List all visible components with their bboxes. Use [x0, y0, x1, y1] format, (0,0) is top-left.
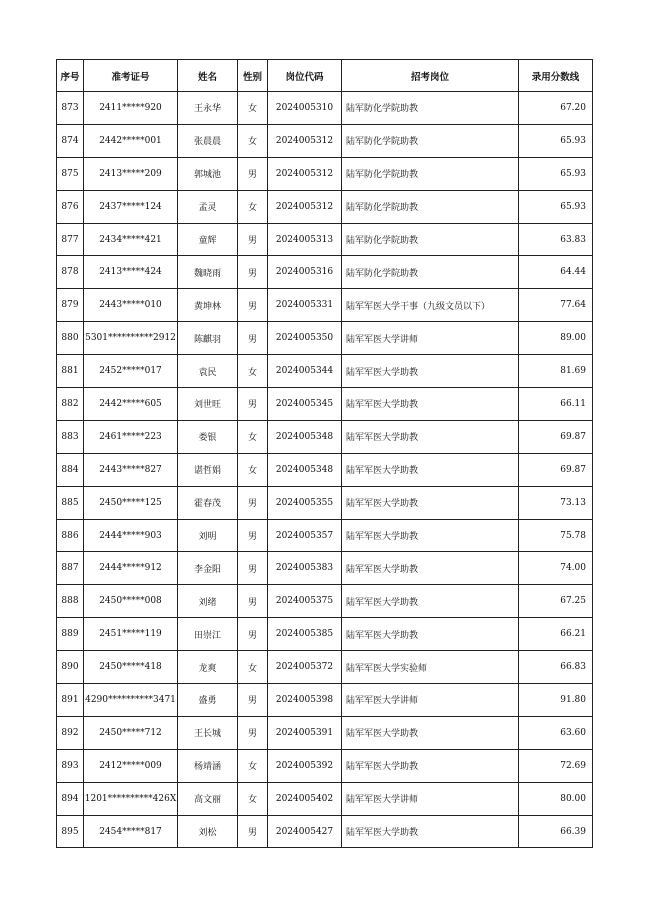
cell-gender: 男 [238, 322, 268, 355]
cell-score: 66.39 [519, 815, 593, 848]
cell-position: 陆军军医大学讲师 [342, 782, 519, 815]
table-row [57, 256, 593, 289]
cell-serial: 889 [57, 618, 84, 651]
cell-position-code: 2024005348 [268, 420, 342, 453]
cell-exam-id: 5301**********2912 [84, 322, 178, 355]
cell-serial: 887 [57, 552, 84, 585]
cell-score: 91.80 [519, 684, 593, 717]
cell-score: 74.00 [519, 552, 593, 585]
cell-name: 童辉 [178, 223, 238, 256]
cell-score: 69.87 [519, 453, 593, 486]
cell-exam-id: 2450*****008 [84, 585, 178, 618]
cell-score: 65.93 [519, 190, 593, 223]
cell-position: 陆军军医大学助教 [342, 388, 519, 421]
cell-score: 66.11 [519, 388, 593, 421]
cell-serial: 885 [57, 486, 84, 519]
cell-position-code: 2024005312 [268, 124, 342, 157]
cell-gender: 男 [238, 289, 268, 322]
cell-exam-id: 2437*****124 [84, 190, 178, 223]
cell-gender: 男 [238, 684, 268, 717]
table-row [57, 716, 593, 749]
cell-name: 陈麒羽 [178, 322, 238, 355]
cell-position-code: 2024005310 [268, 92, 342, 125]
cell-gender: 女 [238, 124, 268, 157]
cell-exam-id: 2451*****119 [84, 618, 178, 651]
cell-exam-id: 2442*****605 [84, 388, 178, 421]
cell-serial: 892 [57, 716, 84, 749]
cell-serial: 877 [57, 223, 84, 256]
cell-position-code: 2024005427 [268, 815, 342, 848]
cell-score: 80.00 [519, 782, 593, 815]
cell-position: 陆军军医大学助教 [342, 585, 519, 618]
cell-exam-id: 2413*****424 [84, 256, 178, 289]
cell-serial: 888 [57, 585, 84, 618]
cell-score: 77.64 [519, 289, 593, 322]
cell-serial: 895 [57, 815, 84, 848]
cell-exam-id: 2443*****010 [84, 289, 178, 322]
cell-name: 田崇江 [178, 618, 238, 651]
cell-score: 66.83 [519, 651, 593, 684]
cell-serial: 875 [57, 157, 84, 190]
cell-exam-id: 2450*****712 [84, 716, 178, 749]
cell-position-code: 2024005375 [268, 585, 342, 618]
cell-position: 陆军军医大学助教 [342, 420, 519, 453]
col-header-serial: 序号 [57, 60, 84, 92]
cell-exam-id: 1201**********426X [84, 782, 178, 815]
cell-gender: 男 [238, 256, 268, 289]
cell-gender: 男 [238, 157, 268, 190]
cell-position: 陆军防化学院助教 [342, 157, 519, 190]
cell-position-code: 2024005392 [268, 749, 342, 782]
col-header-exam-id: 准考证号 [84, 60, 178, 92]
cell-serial: 873 [57, 92, 84, 125]
cell-name: 王长城 [178, 716, 238, 749]
table-row [57, 289, 593, 322]
cell-name: 刘世旺 [178, 388, 238, 421]
cell-exam-id: 2442*****001 [84, 124, 178, 157]
col-header-score: 录用分数线 [519, 60, 593, 92]
cell-position-code: 2024005398 [268, 684, 342, 717]
table-row [57, 815, 593, 848]
cell-gender: 女 [238, 190, 268, 223]
cell-exam-id: 2450*****125 [84, 486, 178, 519]
col-header-gender: 性别 [238, 60, 268, 92]
table-row [57, 92, 593, 125]
cell-position-code: 2024005391 [268, 716, 342, 749]
table-row [57, 782, 593, 815]
cell-position-code: 2024005345 [268, 388, 342, 421]
cell-position: 陆军军医大学讲师 [342, 322, 519, 355]
cell-exam-id: 4290**********3471 [84, 684, 178, 717]
table-row [57, 749, 593, 782]
cell-exam-id: 2461*****223 [84, 420, 178, 453]
cell-position: 陆军军医大学助教 [342, 716, 519, 749]
cell-name: 王永华 [178, 92, 238, 125]
cell-position-code: 2024005313 [268, 223, 342, 256]
table-row [57, 124, 593, 157]
cell-position-code: 2024005316 [268, 256, 342, 289]
cell-position: 陆军防化学院助教 [342, 92, 519, 125]
cell-score: 89.00 [519, 322, 593, 355]
cell-position-code: 2024005372 [268, 651, 342, 684]
cell-score: 63.60 [519, 716, 593, 749]
cell-name: 张晨晨 [178, 124, 238, 157]
cell-position: 陆军军医大学讲师 [342, 684, 519, 717]
cell-name: 黄坤林 [178, 289, 238, 322]
cell-score: 67.20 [519, 92, 593, 125]
cell-exam-id: 2450*****418 [84, 651, 178, 684]
cell-serial: 891 [57, 684, 84, 717]
cell-position-code: 2024005350 [268, 322, 342, 355]
cell-name: 龙爽 [178, 651, 238, 684]
cell-score: 73.13 [519, 486, 593, 519]
cell-position-code: 2024005383 [268, 552, 342, 585]
cell-score: 81.69 [519, 355, 593, 388]
cell-position: 陆军军医大学助教 [342, 749, 519, 782]
cell-exam-id: 2454*****817 [84, 815, 178, 848]
table-row [57, 420, 593, 453]
cell-score: 65.93 [519, 124, 593, 157]
cell-serial: 881 [57, 355, 84, 388]
cell-serial: 890 [57, 651, 84, 684]
table-body [57, 92, 593, 848]
cell-exam-id: 2444*****912 [84, 552, 178, 585]
col-header-name: 姓名 [178, 60, 238, 92]
cell-gender: 女 [238, 355, 268, 388]
cell-position-code: 2024005331 [268, 289, 342, 322]
cell-serial: 879 [57, 289, 84, 322]
cell-position: 陆军防化学院助教 [342, 223, 519, 256]
cell-position-code: 2024005312 [268, 157, 342, 190]
cell-exam-id: 2443*****827 [84, 453, 178, 486]
cell-exam-id: 2444*****903 [84, 519, 178, 552]
cell-position-code: 2024005357 [268, 519, 342, 552]
cell-position: 陆军军医大学实验师 [342, 651, 519, 684]
cell-serial: 874 [57, 124, 84, 157]
table-row [57, 552, 593, 585]
cell-serial: 882 [57, 388, 84, 421]
table-row [57, 223, 593, 256]
cell-gender: 男 [238, 223, 268, 256]
cell-name: 高文丽 [178, 782, 238, 815]
table-row [57, 157, 593, 190]
cell-score: 75.78 [519, 519, 593, 552]
cell-name: 郭城池 [178, 157, 238, 190]
cell-position: 陆军军医大学助教 [342, 519, 519, 552]
cell-gender: 男 [238, 519, 268, 552]
cell-position-code: 2024005385 [268, 618, 342, 651]
table-row [57, 486, 593, 519]
cell-name: 刘明 [178, 519, 238, 552]
table-row [57, 190, 593, 223]
cell-position: 陆军防化学院助教 [342, 124, 519, 157]
cell-score: 69.87 [519, 420, 593, 453]
cell-gender: 男 [238, 716, 268, 749]
cell-gender: 男 [238, 552, 268, 585]
cell-serial: 886 [57, 519, 84, 552]
cell-position: 陆军军医大学助教 [342, 815, 519, 848]
cell-name: 魏晓雨 [178, 256, 238, 289]
cell-position: 陆军军医大学助教 [342, 618, 519, 651]
cell-exam-id: 2452*****017 [84, 355, 178, 388]
cell-serial: 894 [57, 782, 84, 815]
cell-name: 李金阳 [178, 552, 238, 585]
table-row [57, 585, 593, 618]
table-row [57, 453, 593, 486]
cell-gender: 女 [238, 453, 268, 486]
cell-exam-id: 2413*****209 [84, 157, 178, 190]
cell-position: 陆军军医大学助教 [342, 552, 519, 585]
table-row [57, 651, 593, 684]
cell-serial: 884 [57, 453, 84, 486]
cell-position-code: 2024005348 [268, 453, 342, 486]
table-row [57, 519, 593, 552]
col-header-position: 招考岗位 [342, 60, 519, 92]
cell-name: 孟灵 [178, 190, 238, 223]
cell-score: 65.93 [519, 157, 593, 190]
cell-name: 刘松 [178, 815, 238, 848]
col-header-position-code: 岗位代码 [268, 60, 342, 92]
cell-serial: 883 [57, 420, 84, 453]
cell-position-code: 2024005312 [268, 190, 342, 223]
cell-position: 陆军军医大学助教 [342, 355, 519, 388]
cell-score: 63.83 [519, 223, 593, 256]
cell-exam-id: 2411*****920 [84, 92, 178, 125]
cell-gender: 男 [238, 618, 268, 651]
cell-serial: 880 [57, 322, 84, 355]
cell-position-code: 2024005344 [268, 355, 342, 388]
cell-serial: 893 [57, 749, 84, 782]
cell-exam-id: 2434*****421 [84, 223, 178, 256]
cell-gender: 女 [238, 782, 268, 815]
cell-position: 陆军军医大学助教 [342, 453, 519, 486]
cell-gender: 男 [238, 815, 268, 848]
cell-gender: 女 [238, 749, 268, 782]
cell-score: 64.44 [519, 256, 593, 289]
cell-score: 72.69 [519, 749, 593, 782]
cell-exam-id: 2412*****009 [84, 749, 178, 782]
cell-serial: 878 [57, 256, 84, 289]
cell-name: 谌哲娟 [178, 453, 238, 486]
cell-gender: 女 [238, 651, 268, 684]
cell-name: 刘绪 [178, 585, 238, 618]
cell-serial: 876 [57, 190, 84, 223]
cell-score: 66.21 [519, 618, 593, 651]
cell-name: 盛勇 [178, 684, 238, 717]
cell-name: 娄银 [178, 420, 238, 453]
table-row [57, 355, 593, 388]
cell-position-code: 2024005355 [268, 486, 342, 519]
cell-name: 袁民 [178, 355, 238, 388]
cell-position-code: 2024005402 [268, 782, 342, 815]
table-row [57, 618, 593, 651]
cell-gender: 男 [238, 388, 268, 421]
cell-gender: 男 [238, 585, 268, 618]
cell-name: 杨靖涵 [178, 749, 238, 782]
cell-position: 陆军防化学院助教 [342, 190, 519, 223]
cell-score: 67.25 [519, 585, 593, 618]
cell-position: 陆军防化学院助教 [342, 256, 519, 289]
table-row [57, 322, 593, 355]
cell-gender: 女 [238, 420, 268, 453]
cell-name: 霍春茂 [178, 486, 238, 519]
cell-gender: 男 [238, 486, 268, 519]
cell-gender: 女 [238, 92, 268, 125]
cell-position: 陆军军医大学助教 [342, 486, 519, 519]
table-header-row [57, 60, 593, 92]
table-row [57, 684, 593, 717]
table-row [57, 388, 593, 421]
cell-position: 陆军军医大学干事（九级文员以下） [342, 289, 519, 322]
admission-score-table [56, 59, 593, 848]
